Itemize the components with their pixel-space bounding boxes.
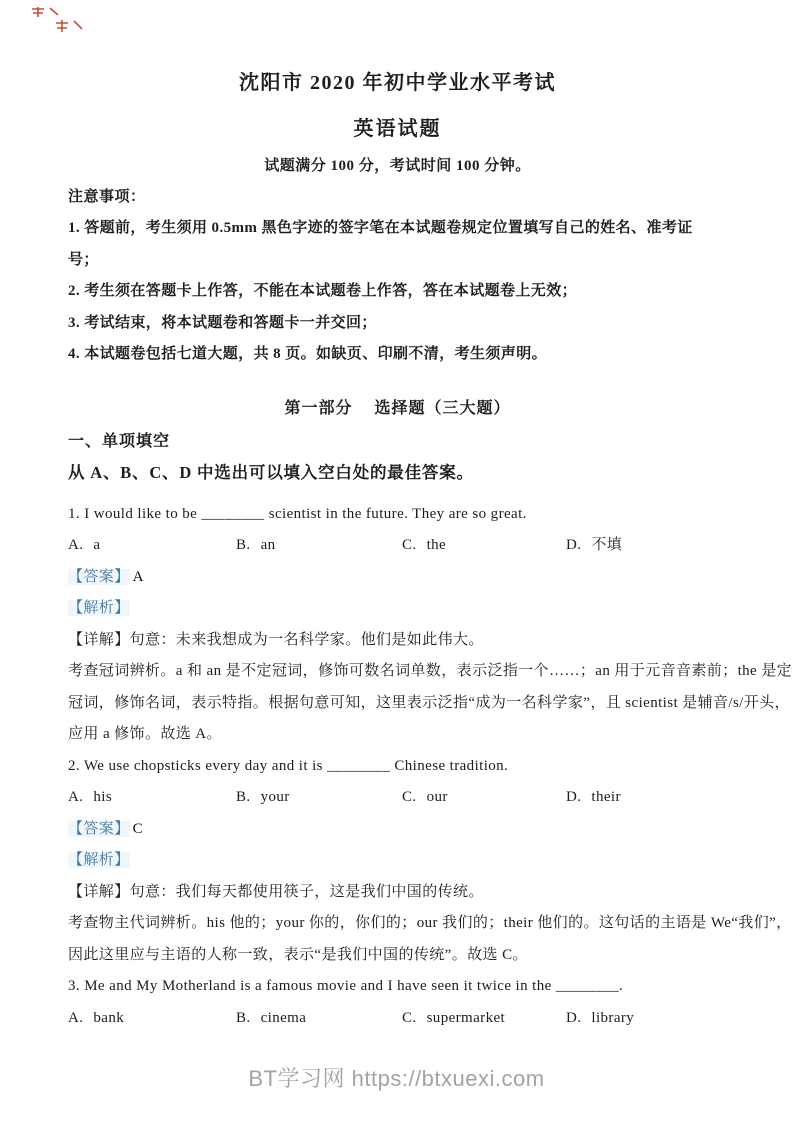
option-text: an: [260, 537, 276, 553]
option-item: [236, 782, 402, 814]
option-key: D.: [566, 1009, 582, 1026]
option-text: their: [591, 789, 621, 805]
option-key: C.: [402, 789, 417, 805]
option-text: your: [260, 789, 290, 805]
option-row: [68, 530, 727, 562]
answer-label: 【答案】: [68, 820, 130, 837]
option-item: [236, 1003, 402, 1035]
option-item: [68, 782, 236, 814]
answer-value: A: [132, 568, 144, 585]
explanation-line: 考查冠词辨析。a 和 an 是不定冠词，修饰可数名词单数，表示泛指一个……；an 用于元音音素前；the 是定: [68, 663, 793, 679]
part-title: 一、单项填空: [68, 432, 171, 450]
option-key: B.: [236, 1009, 251, 1026]
option-item: [566, 530, 727, 562]
analysis-label: 【解析】: [68, 852, 130, 868]
answer-row: [68, 814, 727, 846]
question-stem: 2. We use chopsticks every day and it is ________ Chinese tradition.: [68, 757, 509, 774]
analysis-row: [68, 593, 727, 625]
answer-value: C: [132, 820, 144, 837]
answer-label: 【答案】: [68, 568, 130, 585]
option-text: the: [426, 537, 447, 553]
explanation-line: 应用 a 修饰。故选 A。: [68, 726, 222, 742]
option-item: [68, 1003, 236, 1035]
option-text: cinema: [260, 1009, 307, 1026]
explanation-line: 考查物主代词辨析。his 他的；your 你的，你们的；our 我们的；their 他们的。这句话的主语是 We“我们”，: [68, 915, 792, 931]
option-key: B.: [236, 789, 251, 805]
option-text: bank: [93, 1009, 125, 1026]
notice-line: 1. 答题前，考生须用 0.5mm 黑色字迹的签字笔在本试题卷规定位置填写自己的姓名、准考证: [68, 220, 693, 236]
option-key: A.: [68, 789, 84, 805]
option-text: a: [93, 537, 101, 553]
option-item: [402, 782, 566, 814]
option-text: our: [426, 789, 448, 805]
answer-row: [68, 562, 727, 594]
option-text: 不填: [591, 537, 623, 553]
notice-line: 3. 考试结束，将本试题卷和答题卡一并交回；: [68, 314, 377, 331]
site-watermark: BT学习网 https://btxuexi.com: [248, 1066, 545, 1091]
option-text: library: [591, 1009, 635, 1026]
notice-heading: 注意事项：: [68, 189, 146, 205]
option-key: B.: [236, 537, 251, 553]
part-instruction: 从 A、B、C、D 中选出可以填入空白处的最佳答案。: [68, 462, 474, 482]
option-row: [68, 1003, 727, 1035]
question-stem: 1. I would like to be ________ scientist in the future. They are so great.: [68, 505, 527, 522]
explanation-line: 【详解】句意：未来我想成为一名科学家。他们是如此伟大。: [68, 631, 484, 648]
option-key: D.: [566, 789, 582, 805]
notice-list: [68, 213, 727, 371]
question-stem: 3. Me and My Motherland is a famous movie and I have seen it twice in the ________.: [68, 978, 624, 994]
option-text: his: [93, 789, 113, 805]
notice-line: 号；: [68, 251, 99, 268]
option-item: [68, 530, 236, 562]
red-stamp-marks-icon: [28, 5, 90, 39]
explanation-line: 因此这里应与主语的人称一致，表示“是我们中国的传统”。故选 C。: [68, 946, 528, 963]
option-key: A.: [68, 537, 84, 553]
option-item: [402, 1003, 566, 1035]
option-item: [566, 782, 727, 814]
section-header: 第一部分 选择题（三大题）: [284, 399, 511, 417]
analysis-label: 【解析】: [68, 600, 130, 616]
question-block-3: [68, 971, 727, 1034]
notice-line: 4. 本试题卷包括七道大题，共 8 页。如缺页、印刷不清，考生须声明。: [68, 346, 548, 362]
option-key: C.: [402, 1009, 417, 1026]
option-key: A.: [68, 1009, 84, 1026]
option-text: supermarket: [426, 1009, 506, 1026]
question-block-1: [68, 499, 793, 751]
option-key: C.: [402, 537, 417, 553]
option-key: D.: [566, 537, 582, 553]
option-item: [236, 530, 402, 562]
exam-score-time: 试题满分 100 分，考试时间 100 分钟。: [264, 158, 531, 174]
explanation-line: 冠词，修饰名词，表示特指。根据句意可知，这里表示泛指“成为一名科学家”，且 scientist 是辅音/s/开头，: [68, 694, 790, 711]
option-item: [402, 530, 566, 562]
notice-line: 2. 考生须在答题卡上作答，不能在本试题卷上作答，答在本试题卷上无效；: [68, 283, 578, 299]
exam-subject-title: 英语试题: [353, 118, 442, 140]
option-item: [566, 1003, 727, 1035]
analysis-row: [68, 845, 727, 877]
explanation-line: 【详解】句意：我们每天都使用筷子，这是我们中国的传统。: [68, 883, 484, 900]
question-block-2: [68, 751, 792, 972]
exam-title: 沈阳市 2020 年初中学业水平考试: [239, 72, 556, 94]
option-row: [68, 782, 727, 814]
